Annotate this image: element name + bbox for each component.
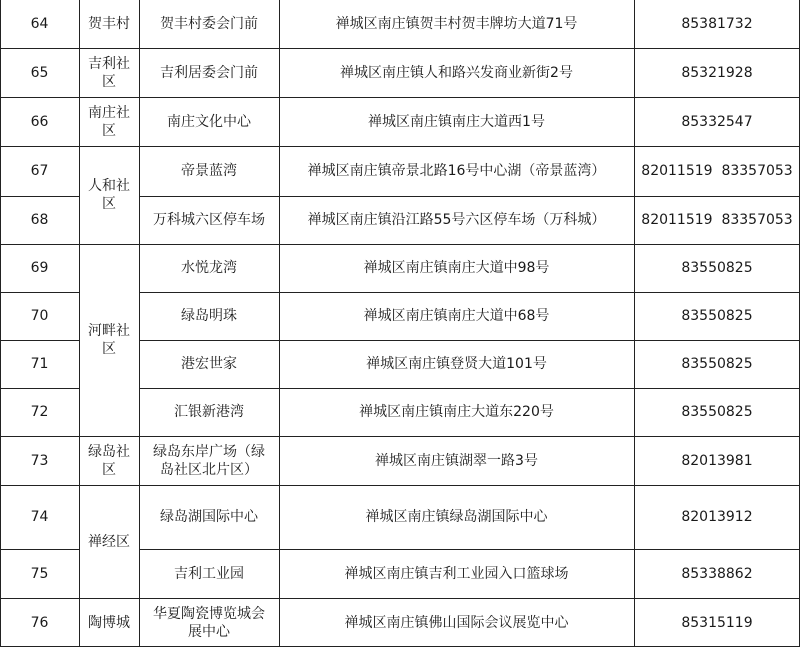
grid-line: [139, 388, 800, 389]
community-name: 人和社区: [88, 178, 130, 212]
contact-phone: 82013981: [681, 452, 753, 469]
contact-phone: 82011519 83357053: [641, 212, 793, 228]
community-name: 陶博城: [88, 614, 130, 631]
contact-phone: 83550825: [681, 404, 753, 420]
row-number: 68: [30, 212, 49, 228]
grid-line: [0, 196, 79, 197]
row-number: 73: [30, 452, 49, 469]
grid-line: [139, 485, 800, 486]
grid-line: [0, 340, 79, 341]
site-address: 禅城区南庄镇南庄大道中68号: [363, 308, 550, 324]
contact-phone: 83550825: [681, 308, 753, 324]
row-number: 76: [30, 614, 49, 631]
site-address: 禅城区南庄镇吉利工业园入口篮球场: [344, 565, 569, 582]
community-name: 吉利社区: [88, 55, 130, 90]
grid-line: [0, 146, 79, 147]
community-name: 河畔社区: [88, 323, 130, 357]
contact-phone: 82011519 83357053: [641, 163, 793, 179]
site-address: 禅城区南庄镇南庄大道中98号: [363, 260, 550, 276]
site-name: 华夏陶瓷博览城会展中心: [153, 605, 265, 640]
grid-line: [139, 244, 800, 245]
community-name: 南庄社区: [88, 104, 130, 139]
community-name: 绿岛社区: [88, 443, 130, 478]
contact-phone: 85381732: [681, 16, 753, 32]
row-number: 71: [30, 356, 49, 372]
grid-line: [0, 598, 79, 599]
site-name: 吉利工业园: [174, 565, 244, 582]
grid-line: [79, 244, 139, 245]
grid-line: [79, 48, 139, 49]
grid-line: [139, 146, 800, 147]
row-number: 69: [30, 260, 49, 276]
site-address: 禅城区南庄镇贺丰村贺丰牌坊大道71号: [335, 16, 578, 32]
grid-line: [139, 549, 800, 550]
grid-line: [79, 436, 139, 437]
grid-line: [0, 292, 79, 293]
row-number: 64: [30, 16, 49, 32]
grid-line: [139, 48, 800, 49]
site-address: 禅城区南庄镇南庄大道西1号: [368, 113, 545, 130]
site-address: 禅城区南庄镇佛山国际会议展览中心: [344, 614, 569, 631]
row-number: 67: [30, 163, 49, 179]
grid-line: [79, 598, 139, 599]
site-address: 禅城区南庄镇人和路兴发商业新街2号: [340, 64, 573, 81]
site-name: 绿岛东岸广场（绿岛社区北片区）: [153, 443, 265, 478]
row-number: 66: [30, 113, 49, 130]
grid-line: [0, 549, 79, 550]
grid-line: [139, 292, 800, 293]
site-name: 汇银新港湾: [174, 404, 244, 420]
grid-line: [79, 146, 139, 147]
contact-phone: 85338862: [681, 565, 753, 582]
site-name: 绿岛湖国际中心: [160, 509, 258, 525]
contact-phone: 85332547: [681, 113, 753, 130]
site-name: 南庄文化中心: [167, 113, 251, 130]
grid-line: [0, 48, 79, 49]
site-name: 港宏世家: [181, 356, 237, 372]
grid-line: [139, 598, 800, 599]
row-number: 70: [30, 308, 49, 324]
site-name: 绿岛明珠: [181, 308, 237, 324]
contact-phone: 85315119: [681, 614, 753, 631]
site-address: 禅城区南庄镇沿江路55号六区停车场（万科城）: [307, 212, 606, 228]
site-name: 帝景蓝湾: [181, 163, 237, 179]
site-address: 禅城区南庄镇绿岛湖国际中心: [365, 509, 548, 525]
contact-phone: 83550825: [681, 356, 753, 372]
row-number: 75: [30, 565, 49, 582]
site-address: 禅城区南庄镇南庄大道东220号: [359, 404, 554, 420]
grid-line: [0, 436, 79, 437]
row-number: 72: [30, 404, 49, 420]
site-address: 禅城区南庄镇登贤大道101号: [366, 356, 547, 372]
grid-line: [139, 196, 800, 197]
community-name: 禅经区: [88, 533, 130, 550]
site-name: 万科城六区停车场: [153, 212, 265, 228]
site-name: 贺丰村委会门前: [160, 16, 258, 32]
grid-line: [139, 340, 800, 341]
contact-phone: 85321928: [681, 64, 753, 81]
contact-phone: 83550825: [681, 260, 753, 276]
grid-line: [0, 485, 79, 486]
row-number: 74: [30, 509, 49, 525]
grid-line: [0, 244, 79, 245]
grid-line: [0, 97, 79, 98]
community-name: 贺丰村: [88, 16, 130, 32]
grid-line: [79, 485, 139, 486]
site-address: 禅城区南庄镇湖翠一路3号: [375, 452, 538, 469]
site-name: 水悦龙湾: [181, 260, 237, 276]
grid-line: [79, 97, 139, 98]
row-number: 65: [30, 64, 49, 81]
grid-line: [139, 436, 800, 437]
grid-line: [0, 388, 79, 389]
contact-phone: 82013912: [681, 509, 753, 525]
site-name: 吉利居委会门前: [160, 64, 258, 81]
grid-line: [139, 97, 800, 98]
site-address: 禅城区南庄镇帝景北路16号中心湖（帝景蓝湾）: [307, 163, 606, 179]
